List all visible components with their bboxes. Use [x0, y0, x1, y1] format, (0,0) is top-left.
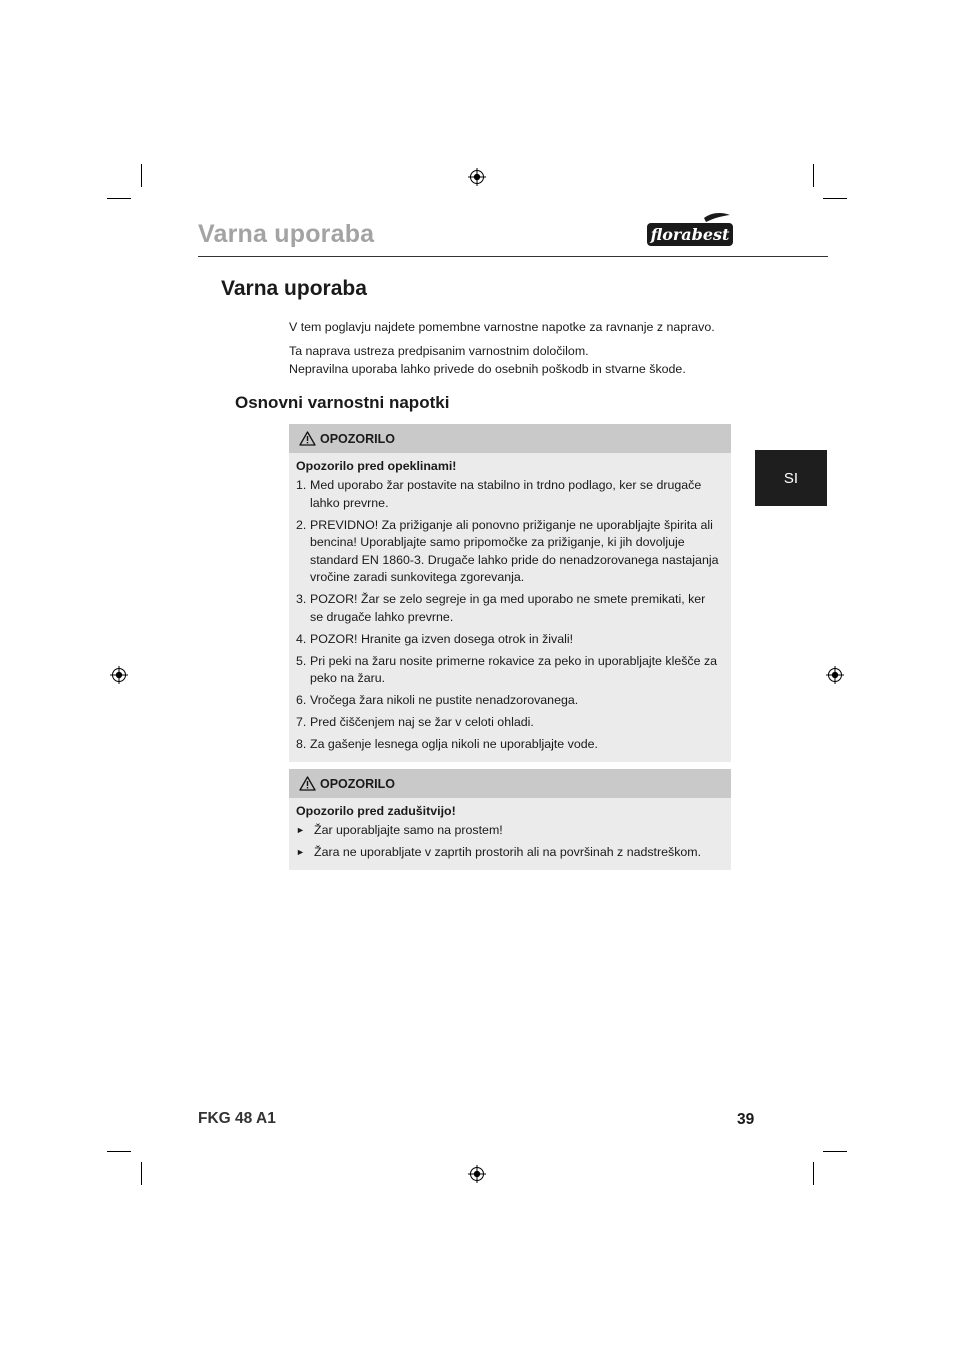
warning-triangle-icon — [299, 776, 316, 791]
warning-subtitle: Opozorilo pred zadušitvijo! — [296, 804, 456, 818]
item-text: POZOR! Žar se zelo segreje in ga med uporabo ne smete premikati, ker se drugače lahko prevrne. — [310, 592, 706, 624]
list-item — [296, 631, 721, 649]
crop-mark — [107, 1151, 131, 1152]
item-number: 2. — [296, 517, 307, 532]
arrow-bullet-icon: ► — [296, 825, 305, 835]
item-number: 4. — [296, 631, 307, 646]
language-tab: SI — [755, 450, 827, 506]
item-text: Žara ne uporabljate v zaprtih prostorih ali na površinah z nadstreškom. — [314, 845, 702, 859]
intro-paragraph: Ta naprava ustreza predpisanim varnostnim določilom. — [289, 344, 589, 358]
crop-mark — [813, 164, 814, 187]
item-text: Žar uporabljajte samo na prostem! — [314, 823, 503, 837]
item-text: Vročega žara nikoli ne pustite nenadzorovanega. — [310, 693, 579, 707]
item-text: PREVIDNO! Za prižiganje ali ponovno prižiganje ne uporabljajte špirita ali bencina! Uporabljajte samo pripomočke za prižiganje, ki jih dovoljuje standard EN 1860-3. Drugače lahko pride do nenadzorovanega nastajanja vročine zaradi sunkovitega zgorevanja. — [310, 517, 719, 584]
list-item — [296, 517, 721, 587]
item-number: 1. — [296, 478, 307, 492]
list-item — [296, 477, 721, 512]
crop-mark — [107, 198, 131, 199]
item-text: Med uporabo žar postavite na stabilno in trdno podlago, ker se drugače lahko prevrne. — [310, 478, 702, 510]
list-item — [296, 653, 721, 688]
warning-label: OPOZORILO — [320, 776, 395, 791]
intro-paragraph: V tem poglavju najdete pomembne varnostne napotke za ravnanje z napravo. — [289, 320, 715, 334]
crop-mark — [823, 198, 847, 199]
crop-mark — [823, 1151, 847, 1152]
warning-subtitle: Opozorilo pred opeklinami! — [296, 459, 457, 473]
list-item — [296, 714, 721, 732]
svg-text:florabest: florabest — [650, 225, 730, 244]
footer-model: FKG 48 A1 — [198, 1110, 276, 1127]
registration-mark-icon — [826, 666, 844, 684]
subsection-title: Osnovni varnostni napotki — [235, 393, 450, 412]
page-number: 39 — [737, 1111, 755, 1128]
header-title: Varna uporaba — [198, 220, 375, 248]
list-item — [296, 736, 721, 754]
item-text: Za gašenje lesnega oglja nikoli ne uporabljajte vode. — [310, 737, 598, 751]
crop-mark — [141, 164, 142, 187]
crop-mark — [813, 1162, 814, 1185]
list-item — [296, 591, 721, 626]
arrow-bullet-icon: ► — [296, 847, 305, 857]
section-title: Varna uporaba — [221, 277, 367, 300]
list-item — [296, 692, 721, 710]
item-text: Pred čiščenjem naj se žar v celoti ohladi. — [310, 715, 534, 729]
list-item — [296, 822, 721, 840]
warning-box-suffocation — [289, 769, 731, 870]
item-number: 5. — [296, 653, 307, 668]
item-number: 8. — [296, 737, 307, 751]
registration-mark-icon — [468, 168, 486, 186]
warning-list — [289, 477, 731, 762]
item-number: 3. — [296, 592, 307, 606]
warning-bullet-list — [289, 822, 731, 870]
intro-paragraph: Nepravilna uporaba lahko privede do osebnih poškodb in stvarne škode. — [289, 362, 686, 376]
warning-box-burns — [289, 424, 731, 762]
item-text: Pri peki na žaru nosite primerne rokavice za peko in uporabljajte klešče za peko na žaru. — [310, 653, 718, 685]
item-number: 6. — [296, 693, 307, 707]
warning-header — [289, 424, 731, 453]
warning-triangle-icon — [299, 431, 316, 446]
florabest-logo — [646, 212, 734, 248]
registration-mark-icon — [468, 1165, 486, 1183]
item-number: 7. — [296, 715, 307, 729]
crop-mark — [141, 1162, 142, 1185]
item-text: POZOR! Hranite ga izven dosega otrok in živali! — [310, 631, 574, 646]
warning-label: OPOZORILO — [320, 431, 395, 446]
registration-mark-icon — [110, 666, 128, 684]
warning-header — [289, 769, 731, 798]
header-rule — [198, 256, 828, 257]
list-item — [296, 844, 721, 862]
